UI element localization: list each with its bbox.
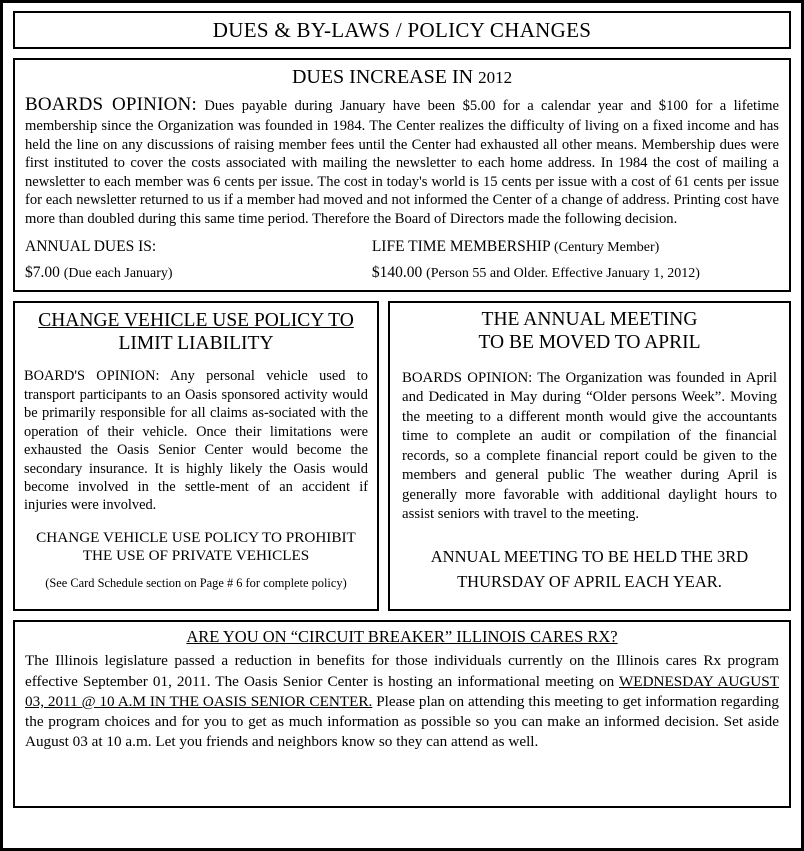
vehicle-policy-title-line2: LIMIT LIABILITY	[118, 333, 274, 355]
circuit-breaker-body-part2: Please plan on attending this meeting to get information regarding the program choices and for you to get as much information as possible so you can make an informed decision. Set aside August 03 at 10 a.m. Let you friends and neighbors know so they can attend as well.	[25, 692, 779, 751]
annual-dues-value: $7.00	[25, 264, 60, 282]
banner-header	[13, 11, 791, 49]
annual-meeting-body: BOARDS OPINION: The Organization was founded in April and Dedicated in May during “Older persons Week”. Moving the meeting to a different month would give the accountants time to complete an audit or compilation of the financial records, so a complete financial report could be given to the members and general public The weather during April is generally more favorable with additional daylight hours to assist seniors with travel to the meeting.	[402, 369, 777, 523]
vehicle-policy-section	[13, 301, 379, 611]
lifetime-dues-note: (Person 55 and Older. Effective January 1, 2012)	[426, 266, 700, 282]
dues-increase-section	[13, 58, 791, 292]
annual-dues-label: ANNUAL DUES IS:	[25, 238, 157, 256]
vehicle-policy-decision-line2: THE USE OF PRIVATE VEHICLES	[82, 547, 310, 565]
annual-meeting-title-line2: TO BE MOVED TO APRIL	[478, 331, 701, 353]
vehicle-policy-title-line1: CHANGE VEHICLE USE POLICY TO	[38, 310, 354, 332]
circuit-breaker-title: ARE YOU ON “CIRCUIT BREAKER” ILLINOIS CARES RX?	[186, 627, 618, 647]
annual-dues-column	[25, 238, 372, 282]
lifetime-dues-label: LIFE TIME MEMBERSHIP	[371, 238, 551, 256]
circuit-breaker-body	[25, 651, 779, 752]
lifetime-dues-value: $140.00	[371, 264, 423, 282]
annual-meeting-decision-line1: ANNUAL MEETING TO BE HELD THE 3RD	[430, 546, 749, 566]
dues-title-text: DUES INCREASE IN	[291, 66, 474, 88]
lifetime-dues-row	[372, 264, 779, 282]
annual-dues-row	[25, 264, 372, 282]
dues-amounts	[25, 238, 779, 282]
page-title: DUES & BY-LAWS / POLICY CHANGES	[212, 17, 592, 42]
vehicle-policy-decision-line1: CHANGE VEHICLE USE POLICY TO PROHIBIT	[36, 528, 356, 546]
lifetime-dues-column	[372, 238, 779, 282]
circuit-breaker-body-part1: The Illinois legislature passed a reduction in benefits for those individuals currently on the Illinois cares Rx program effective September 01, 2011. The Oasis Senior Center is hosting an informational meeting on	[25, 652, 779, 690]
dues-title-year: 2012	[478, 68, 513, 87]
vehicle-policy-body: BOARD'S OPINION: Any personal vehicle used to transport participants to an Oasis sponsored activity would be primarily responsible for all claims as-sociated with the operation of their vehicle. Once their limitations were exhausted the Oasis Senior Center would become the secondary insurance. It is highly likely the Oasis would become involved in the settle-ment of an accident if injuries were involved.	[24, 368, 368, 514]
annual-dues-note: (Due each January)	[63, 266, 173, 282]
annual-meeting-title-line1: THE ANNUAL MEETING	[481, 309, 698, 331]
vehicle-policy-reference-note: (See Card Schedule section on Page # 6 for complete policy)	[45, 576, 347, 591]
annual-meeting-decision	[402, 545, 777, 595]
lifetime-dues-label-row	[372, 238, 779, 256]
dues-board-opinion-label: BOARDS OPINION:	[25, 94, 197, 115]
middle-columns	[13, 301, 791, 611]
annual-meeting-decision-line2: THURSDAY OF APRIL EACH YEAR.	[457, 571, 722, 591]
lifetime-dues-label-note: (Century Member)	[553, 240, 660, 256]
annual-meeting-title	[402, 309, 777, 354]
vehicle-policy-title	[24, 309, 368, 355]
dues-section-title	[25, 66, 779, 89]
dues-body-text: Dues payable during January have been $5.00 for a calendar year and $100 for a lifetime membership since the Organization was founded in 1984. The Center realizes the difficulty of living on a fixed income and has held the line on any discussions of raising member fees until the Center had exhausted all other means. Membership dues were first instituted to cover the costs associated with mailing the newsletter to each home address. In 1984 the cost of mailing a newsletter to each member was 6 cents per issue. The cost in today's world is 15 cents per issue with a cost of 61 cents per issue for each newsletter returned to us if a member had moved and not informed the Center of a change of address. Printing cost have more than doubled during this same time period. Therefore the Board of Directors made the following decision.	[25, 98, 779, 227]
vehicle-policy-decision	[24, 529, 368, 565]
annual-meeting-section	[388, 301, 791, 611]
dues-body	[25, 93, 779, 228]
circuit-breaker-meeting-details: WEDNESDAY AUGUST 03, 2011 @ 10 A.M IN THE OASIS SENIOR CENTER.	[25, 672, 779, 710]
circuit-breaker-section	[13, 620, 791, 808]
